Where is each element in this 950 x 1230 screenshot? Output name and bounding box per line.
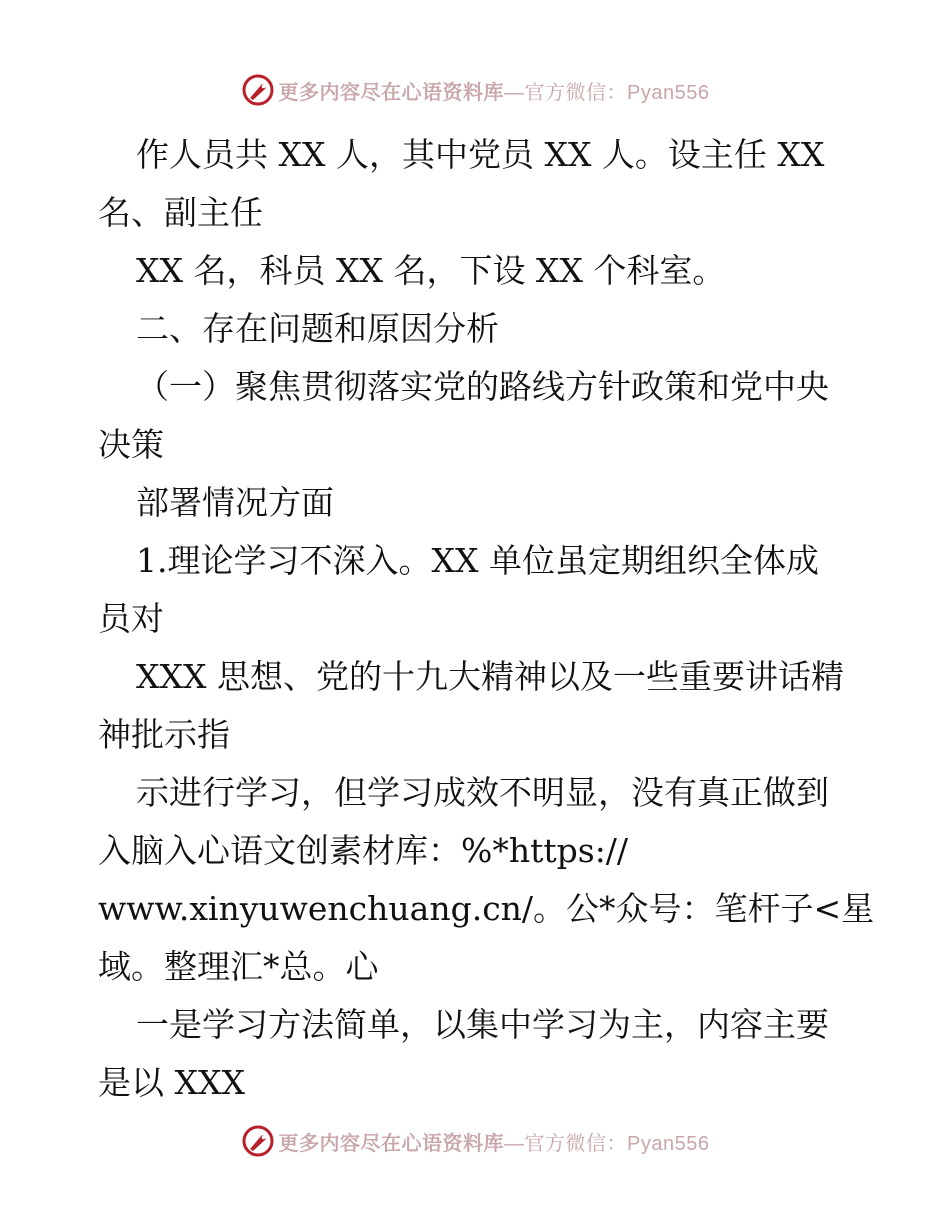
body-line-6: 决策	[98, 425, 164, 464]
section-heading: 二、存在问题和原因分析	[136, 309, 499, 348]
header-banner-sep: —官方微信：	[504, 81, 628, 104]
body-line-2: 名、副主任	[98, 193, 263, 232]
body-line-7: 部署情况方面	[136, 483, 334, 522]
footer-banner-id: Pyan556	[627, 1132, 710, 1155]
body-line-1: 作人员共 XX 人，其中党员 XX 人。设主任 XX	[136, 135, 825, 174]
body-line-12: 示进行学习，但学习成效不明显，没有真正做到	[136, 773, 829, 812]
body-line-10: XXX 思想、党的十九大精神以及一些重要讲话精	[136, 657, 844, 696]
body-line-15: 域。整理汇*总。心	[98, 947, 379, 986]
header-banner-id: Pyan556	[627, 81, 710, 104]
pen-nib-icon	[241, 1124, 275, 1158]
footer-banner-sep: —官方微信：	[504, 1132, 628, 1155]
header-banner-main: 更多内容尽在心语资料库	[278, 79, 505, 104]
header-watermark-banner	[0, 70, 950, 110]
header-banner-text	[279, 76, 710, 105]
body-line-3: XX 名，科员 XX 名，下设 XX 个科室。	[136, 251, 726, 290]
subsection-heading: （一）聚焦贯彻落实党的路线方针政策和党中央	[136, 367, 829, 406]
footer-watermark-banner	[0, 1121, 950, 1161]
body-line-14: www.xinyuwenchuang.cn/。公*众号：笔杆子<星	[98, 889, 875, 928]
footer-banner-main: 更多内容尽在心语资料库	[278, 1130, 505, 1155]
body-line-8: 1.理论学习不深入。XX 单位虽定期组织全体成	[136, 541, 819, 580]
body-line-11: 神批示指	[98, 715, 230, 754]
body-line-9: 员对	[98, 599, 164, 638]
document-body	[98, 126, 875, 1112]
body-line-13: 入脑入心语文创素材库：%*https://	[98, 831, 629, 870]
body-line-17: 是以 XXX	[98, 1063, 245, 1102]
footer-banner-text	[279, 1127, 710, 1156]
body-line-16: 一是学习方法简单，以集中学习为主，内容主要	[136, 1005, 829, 1044]
pen-nib-icon	[241, 73, 275, 107]
